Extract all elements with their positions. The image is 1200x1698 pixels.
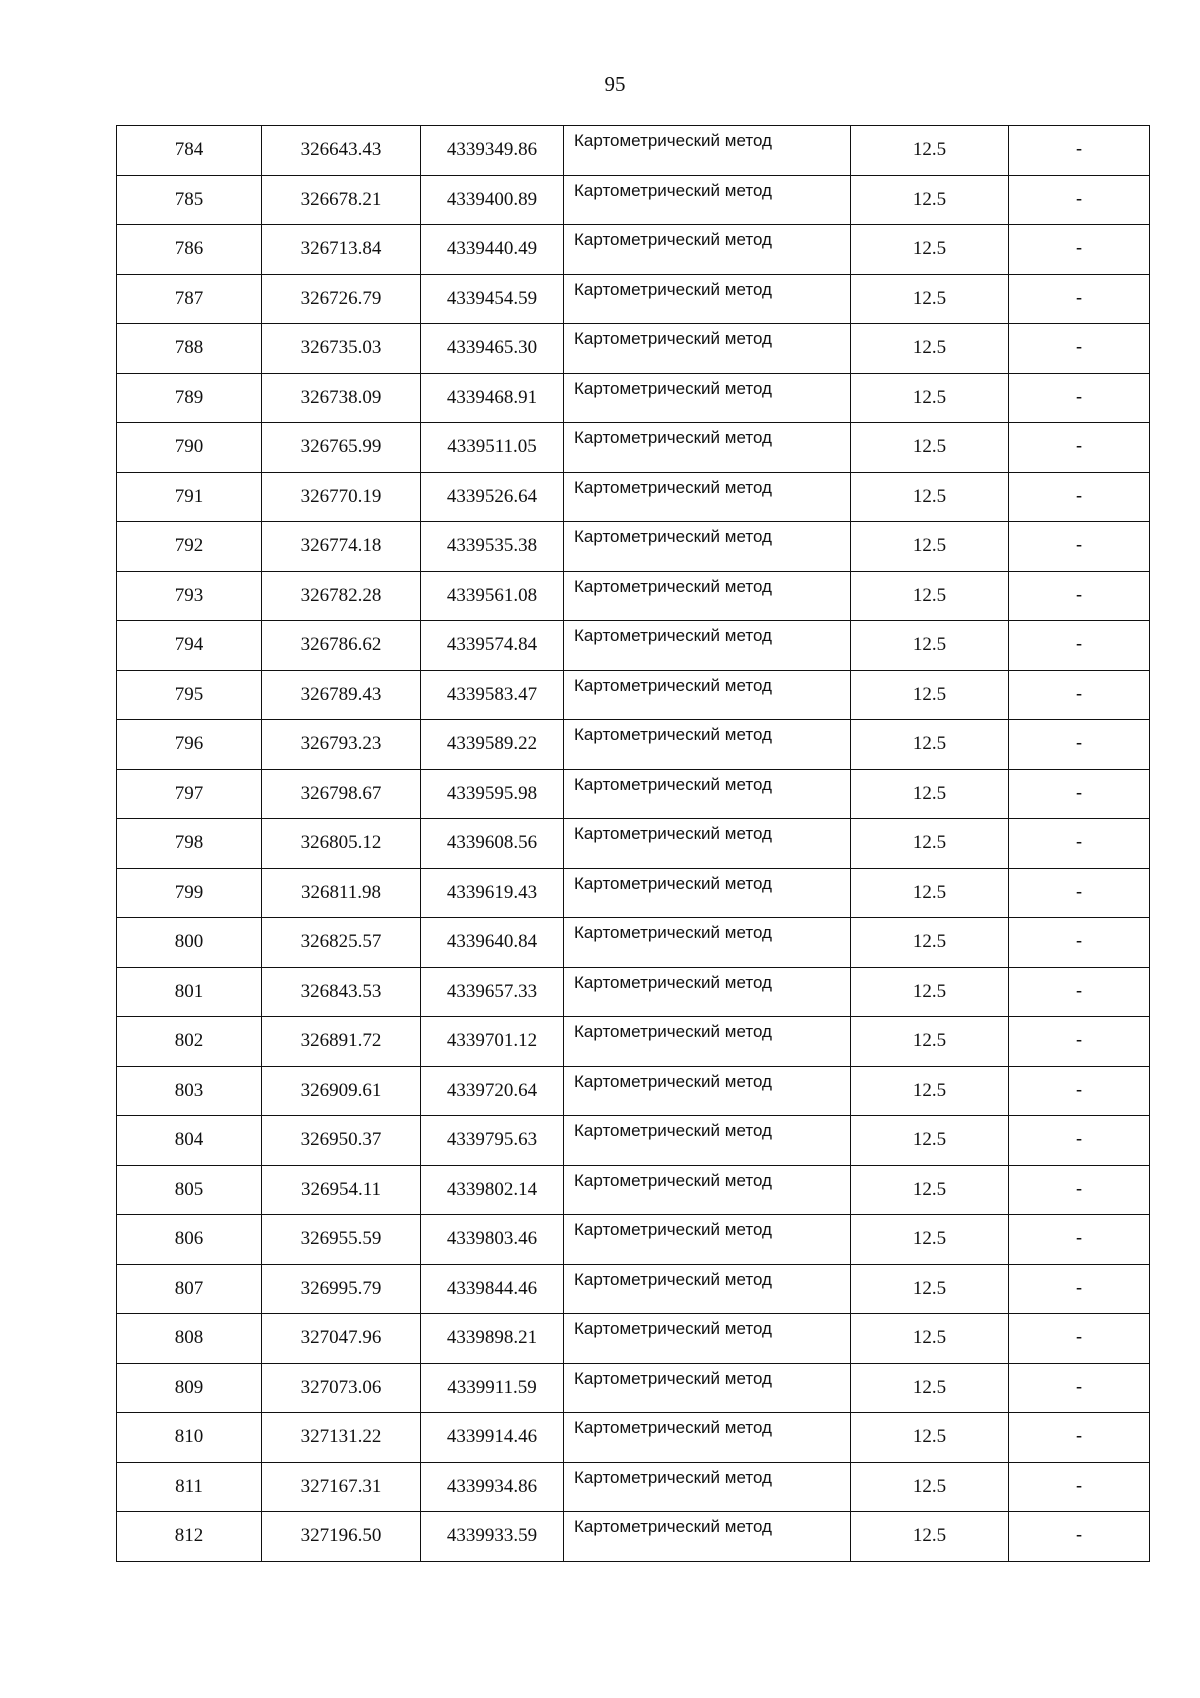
y-coordinate-cell: 4339440.49 — [421, 225, 564, 275]
note-cell: - — [1009, 472, 1150, 522]
point-number-cell: 807 — [117, 1264, 262, 1314]
note-cell: - — [1009, 1215, 1150, 1265]
point-number-cell: 784 — [117, 126, 262, 176]
note-cell: - — [1009, 1066, 1150, 1116]
note-cell: - — [1009, 225, 1150, 275]
table-row — [117, 868, 1150, 918]
y-coordinate-cell: 4339619.43 — [421, 868, 564, 918]
x-coordinate-cell: 326678.21 — [262, 175, 421, 225]
table-row — [117, 1165, 1150, 1215]
method-cell: Картометрический метод — [564, 225, 851, 275]
table-row — [117, 274, 1150, 324]
y-coordinate-cell: 4339511.05 — [421, 423, 564, 473]
x-coordinate-cell: 326735.03 — [262, 324, 421, 374]
y-coordinate-cell: 4339844.46 — [421, 1264, 564, 1314]
point-number-cell: 805 — [117, 1165, 262, 1215]
point-number-cell: 794 — [117, 621, 262, 671]
x-coordinate-cell: 326950.37 — [262, 1116, 421, 1166]
method-cell: Картометрический метод — [564, 1314, 851, 1364]
table-row — [117, 472, 1150, 522]
method-cell: Картометрический метод — [564, 720, 851, 770]
point-number-cell: 790 — [117, 423, 262, 473]
method-cell: Картометрический метод — [564, 472, 851, 522]
table-row — [117, 324, 1150, 374]
point-number-cell: 812 — [117, 1512, 262, 1562]
table-row — [117, 621, 1150, 671]
method-cell: Картометрический метод — [564, 1264, 851, 1314]
note-cell: - — [1009, 918, 1150, 968]
x-coordinate-cell: 326643.43 — [262, 126, 421, 176]
method-cell: Картометрический метод — [564, 819, 851, 869]
method-cell: Картометрический метод — [564, 868, 851, 918]
point-number-cell: 811 — [117, 1462, 262, 1512]
accuracy-cell: 12.5 — [851, 720, 1009, 770]
y-coordinate-cell: 4339535.38 — [421, 522, 564, 572]
accuracy-cell: 12.5 — [851, 819, 1009, 869]
y-coordinate-cell: 4339914.46 — [421, 1413, 564, 1463]
method-cell: Картометрический метод — [564, 274, 851, 324]
table-row — [117, 1512, 1150, 1562]
y-coordinate-cell: 4339720.64 — [421, 1066, 564, 1116]
table-row — [117, 967, 1150, 1017]
point-number-cell: 804 — [117, 1116, 262, 1166]
method-cell: Картометрический метод — [564, 324, 851, 374]
table-row — [117, 373, 1150, 423]
method-cell: Картометрический метод — [564, 621, 851, 671]
y-coordinate-cell: 4339933.59 — [421, 1512, 564, 1562]
accuracy-cell: 12.5 — [851, 373, 1009, 423]
note-cell: - — [1009, 1462, 1150, 1512]
y-coordinate-cell: 4339640.84 — [421, 918, 564, 968]
note-cell: - — [1009, 1363, 1150, 1413]
accuracy-cell: 12.5 — [851, 1314, 1009, 1364]
note-cell: - — [1009, 175, 1150, 225]
point-number-cell: 788 — [117, 324, 262, 374]
accuracy-cell: 12.5 — [851, 1462, 1009, 1512]
x-coordinate-cell: 327196.50 — [262, 1512, 421, 1562]
y-coordinate-cell: 4339803.46 — [421, 1215, 564, 1265]
table-body — [117, 126, 1150, 1562]
accuracy-cell: 12.5 — [851, 1165, 1009, 1215]
note-cell: - — [1009, 373, 1150, 423]
point-number-cell: 796 — [117, 720, 262, 770]
table-row — [117, 1462, 1150, 1512]
y-coordinate-cell: 4339608.56 — [421, 819, 564, 869]
y-coordinate-cell: 4339468.91 — [421, 373, 564, 423]
point-number-cell: 792 — [117, 522, 262, 572]
note-cell: - — [1009, 126, 1150, 176]
method-cell: Картометрический метод — [564, 1017, 851, 1067]
note-cell: - — [1009, 1165, 1150, 1215]
note-cell: - — [1009, 967, 1150, 1017]
accuracy-cell: 12.5 — [851, 324, 1009, 374]
y-coordinate-cell: 4339526.64 — [421, 472, 564, 522]
y-coordinate-cell: 4339561.08 — [421, 571, 564, 621]
point-number-cell: 789 — [117, 373, 262, 423]
y-coordinate-cell: 4339583.47 — [421, 670, 564, 720]
table-row — [117, 126, 1150, 176]
method-cell: Картометрический метод — [564, 1363, 851, 1413]
table-row — [117, 1314, 1150, 1364]
y-coordinate-cell: 4339400.89 — [421, 175, 564, 225]
table-row — [117, 1215, 1150, 1265]
note-cell: - — [1009, 1314, 1150, 1364]
note-cell: - — [1009, 1264, 1150, 1314]
note-cell: - — [1009, 324, 1150, 374]
x-coordinate-cell: 326954.11 — [262, 1165, 421, 1215]
method-cell: Картометрический метод — [564, 126, 851, 176]
y-coordinate-cell: 4339465.30 — [421, 324, 564, 374]
x-coordinate-cell: 327073.06 — [262, 1363, 421, 1413]
table-row — [117, 423, 1150, 473]
method-cell: Картометрический метод — [564, 1512, 851, 1562]
y-coordinate-cell: 4339574.84 — [421, 621, 564, 671]
method-cell: Картометрический метод — [564, 571, 851, 621]
point-number-cell: 795 — [117, 670, 262, 720]
method-cell: Картометрический метод — [564, 1215, 851, 1265]
point-number-cell: 797 — [117, 769, 262, 819]
accuracy-cell: 12.5 — [851, 769, 1009, 819]
y-coordinate-cell: 4339701.12 — [421, 1017, 564, 1067]
accuracy-cell: 12.5 — [851, 571, 1009, 621]
y-coordinate-cell: 4339595.98 — [421, 769, 564, 819]
table-row — [117, 225, 1150, 275]
note-cell: - — [1009, 819, 1150, 869]
x-coordinate-cell: 326798.67 — [262, 769, 421, 819]
table-row — [117, 918, 1150, 968]
note-cell: - — [1009, 1413, 1150, 1463]
point-number-cell: 799 — [117, 868, 262, 918]
point-number-cell: 798 — [117, 819, 262, 869]
point-number-cell: 800 — [117, 918, 262, 968]
point-number-cell: 791 — [117, 472, 262, 522]
page-number: 95 — [604, 72, 626, 96]
x-coordinate-cell: 326786.62 — [262, 621, 421, 671]
x-coordinate-cell: 326909.61 — [262, 1066, 421, 1116]
accuracy-cell: 12.5 — [851, 225, 1009, 275]
method-cell: Картометрический метод — [564, 1116, 851, 1166]
note-cell: - — [1009, 1512, 1150, 1562]
accuracy-cell: 12.5 — [851, 1512, 1009, 1562]
x-coordinate-cell: 326995.79 — [262, 1264, 421, 1314]
method-cell: Картометрический метод — [564, 1165, 851, 1215]
x-coordinate-cell: 326891.72 — [262, 1017, 421, 1067]
x-coordinate-cell: 326782.28 — [262, 571, 421, 621]
y-coordinate-cell: 4339898.21 — [421, 1314, 564, 1364]
x-coordinate-cell: 326955.59 — [262, 1215, 421, 1265]
note-cell: - — [1009, 522, 1150, 572]
table-row — [117, 571, 1150, 621]
table-row — [117, 175, 1150, 225]
accuracy-cell: 12.5 — [851, 1363, 1009, 1413]
point-number-cell: 810 — [117, 1413, 262, 1463]
y-coordinate-cell: 4339934.86 — [421, 1462, 564, 1512]
x-coordinate-cell: 326811.98 — [262, 868, 421, 918]
accuracy-cell: 12.5 — [851, 967, 1009, 1017]
x-coordinate-cell: 327131.22 — [262, 1413, 421, 1463]
accuracy-cell: 12.5 — [851, 1413, 1009, 1463]
accuracy-cell: 12.5 — [851, 868, 1009, 918]
method-cell: Картометрический метод — [564, 769, 851, 819]
method-cell: Картометрический метод — [564, 967, 851, 1017]
point-number-cell: 808 — [117, 1314, 262, 1364]
table-row — [117, 670, 1150, 720]
table-row — [117, 769, 1150, 819]
note-cell: - — [1009, 769, 1150, 819]
note-cell: - — [1009, 1017, 1150, 1067]
accuracy-cell: 12.5 — [851, 1066, 1009, 1116]
point-number-cell: 785 — [117, 175, 262, 225]
x-coordinate-cell: 326738.09 — [262, 373, 421, 423]
point-number-cell: 802 — [117, 1017, 262, 1067]
accuracy-cell: 12.5 — [851, 126, 1009, 176]
x-coordinate-cell: 327047.96 — [262, 1314, 421, 1364]
table-row — [117, 1363, 1150, 1413]
point-number-cell: 806 — [117, 1215, 262, 1265]
accuracy-cell: 12.5 — [851, 175, 1009, 225]
accuracy-cell: 12.5 — [851, 670, 1009, 720]
x-coordinate-cell: 326770.19 — [262, 472, 421, 522]
method-cell: Картометрический метод — [564, 1413, 851, 1463]
point-number-cell: 801 — [117, 967, 262, 1017]
note-cell: - — [1009, 868, 1150, 918]
method-cell: Картометрический метод — [564, 423, 851, 473]
accuracy-cell: 12.5 — [851, 1017, 1009, 1067]
x-coordinate-cell: 326805.12 — [262, 819, 421, 869]
table-row — [117, 1066, 1150, 1116]
y-coordinate-cell: 4339911.59 — [421, 1363, 564, 1413]
accuracy-cell: 12.5 — [851, 621, 1009, 671]
accuracy-cell: 12.5 — [851, 522, 1009, 572]
note-cell: - — [1009, 274, 1150, 324]
accuracy-cell: 12.5 — [851, 918, 1009, 968]
note-cell: - — [1009, 423, 1150, 473]
method-cell: Картометрический метод — [564, 918, 851, 968]
point-number-cell: 809 — [117, 1363, 262, 1413]
x-coordinate-cell: 326843.53 — [262, 967, 421, 1017]
table-row — [117, 1017, 1150, 1067]
table-row — [117, 1116, 1150, 1166]
point-number-cell: 786 — [117, 225, 262, 275]
y-coordinate-cell: 4339795.63 — [421, 1116, 564, 1166]
x-coordinate-cell: 326774.18 — [262, 522, 421, 572]
coordinates-table — [116, 125, 1150, 1562]
table-row — [117, 522, 1150, 572]
y-coordinate-cell: 4339349.86 — [421, 126, 564, 176]
accuracy-cell: 12.5 — [851, 274, 1009, 324]
point-number-cell: 787 — [117, 274, 262, 324]
point-number-cell: 793 — [117, 571, 262, 621]
y-coordinate-cell: 4339589.22 — [421, 720, 564, 770]
accuracy-cell: 12.5 — [851, 1264, 1009, 1314]
method-cell: Картометрический метод — [564, 1066, 851, 1116]
table-row — [117, 720, 1150, 770]
method-cell: Картометрический метод — [564, 175, 851, 225]
method-cell: Картометрический метод — [564, 373, 851, 423]
x-coordinate-cell: 326789.43 — [262, 670, 421, 720]
x-coordinate-cell: 326765.99 — [262, 423, 421, 473]
y-coordinate-cell: 4339657.33 — [421, 967, 564, 1017]
accuracy-cell: 12.5 — [851, 423, 1009, 473]
note-cell: - — [1009, 720, 1150, 770]
x-coordinate-cell: 326793.23 — [262, 720, 421, 770]
table-row — [117, 1413, 1150, 1463]
accuracy-cell: 12.5 — [851, 1215, 1009, 1265]
note-cell: - — [1009, 571, 1150, 621]
method-cell: Картометрический метод — [564, 522, 851, 572]
note-cell: - — [1009, 621, 1150, 671]
accuracy-cell: 12.5 — [851, 1116, 1009, 1166]
y-coordinate-cell: 4339802.14 — [421, 1165, 564, 1215]
x-coordinate-cell: 326713.84 — [262, 225, 421, 275]
note-cell: - — [1009, 670, 1150, 720]
method-cell: Картометрический метод — [564, 1462, 851, 1512]
method-cell: Картометрический метод — [564, 670, 851, 720]
table-row — [117, 1264, 1150, 1314]
y-coordinate-cell: 4339454.59 — [421, 274, 564, 324]
table-row — [117, 819, 1150, 869]
accuracy-cell: 12.5 — [851, 472, 1009, 522]
note-cell: - — [1009, 1116, 1150, 1166]
x-coordinate-cell: 326825.57 — [262, 918, 421, 968]
x-coordinate-cell: 326726.79 — [262, 274, 421, 324]
point-number-cell: 803 — [117, 1066, 262, 1116]
x-coordinate-cell: 327167.31 — [262, 1462, 421, 1512]
